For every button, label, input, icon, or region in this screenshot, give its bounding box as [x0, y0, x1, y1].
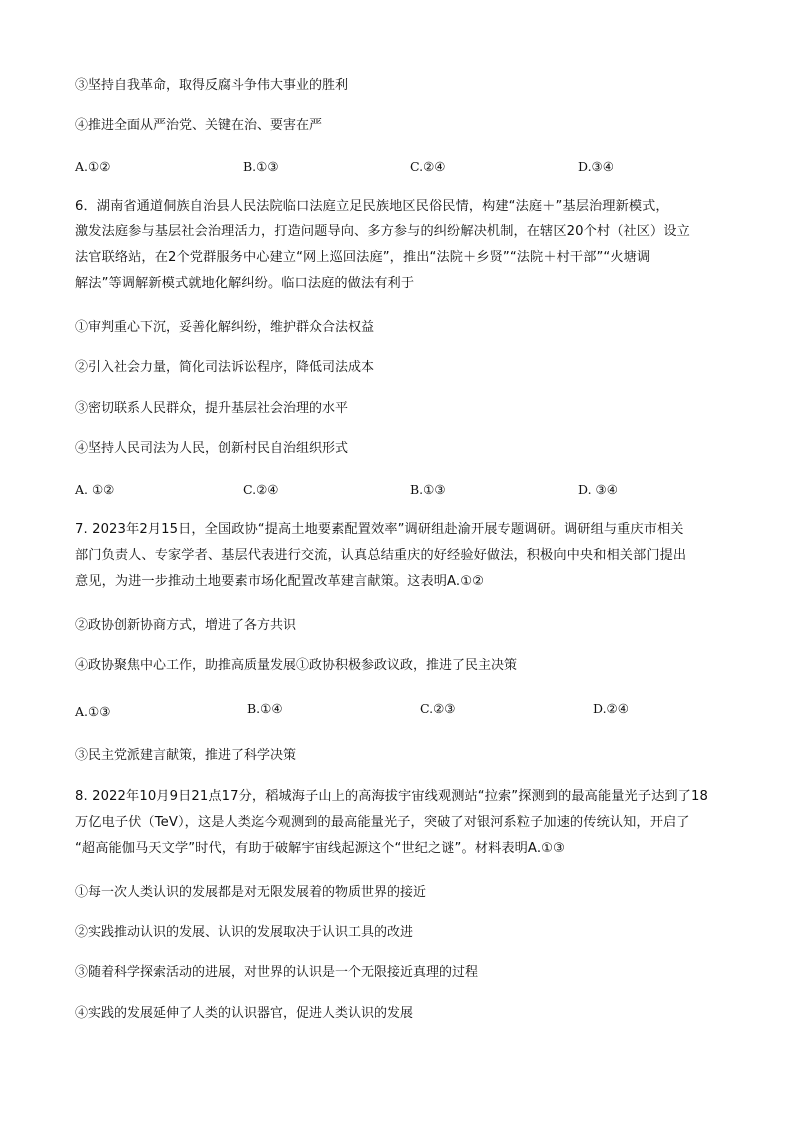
q7-stem-line-2: 部门负责人、专家学者、基层代表进行交流，认真总结重庆的好经验好做法，积极向中央和相关部门提出 — [75, 548, 687, 563]
q8-item-1: ①每一次人类认识的发展都是对无限发展着的物质世界的接近 — [75, 885, 427, 900]
q7-option-a: A.①③ — [75, 704, 111, 719]
q6-stem-line-4: 解法”等调解新模式就地化解纠纷。临口法庭的做法有利于 — [75, 276, 415, 291]
q5-option-b: B.①③ — [243, 159, 279, 174]
q7-stem-line-1: 7. 2023年2月15日，全国政协“提高土地要素配置效率”调研组赴渝开展专题调研。调研组与重庆市相关 — [75, 522, 684, 537]
q7-item-3: ③民主党派建言献策，推进了科学决策 — [75, 748, 297, 763]
q5-option-d: D.③④ — [578, 159, 614, 174]
q6-option-d: D. ③④ — [578, 482, 618, 497]
q6-stem-line-1: 6．湖南省通道侗族自治县人民法院临口法庭立足民族地区民俗民情，构建“法庭＋”基层治理新模式， — [75, 199, 669, 214]
q7-stem-line-3: 意见，为进一步推动土地要素市场化配置改革建言献策。这表明A.①② — [75, 574, 485, 589]
q5-item-3: ③坚持自我革命，取得反腐斗争伟大事业的胜利 — [75, 78, 349, 93]
q8-stem-line-2: 万亿电子伏（TeV），这是人类迄今观测到的最高能量光子，突破了对银河系粒子加速的传统认知，开启了 — [75, 815, 690, 830]
q6-item-1: ①审判重心下沉，妥善化解纠纷，维护群众合法权益 — [75, 320, 375, 335]
q7-option-c: C.②③ — [420, 701, 456, 716]
q6-stem-line-3: 法官联络站，在2个党群服务中心建立“网上巡回法庭”，推出“法院＋乡贤”“法院＋村干部”“火塘调 — [75, 250, 651, 265]
q7-item-4-and-1: ④政协聚焦中心工作，助推高质量发展①政协积极参政议政，推进了民主决策 — [75, 658, 518, 673]
q6-item-3: ③密切联系人民群众，提升基层社会治理的水平 — [75, 401, 349, 416]
q5-option-c: C.②④ — [410, 159, 446, 174]
q7-item-2: ②政协创新协商方式，增进了各方共识 — [75, 618, 297, 633]
q6-item-4: ④坚持人民司法为人民，创新村民自治组织形式 — [75, 441, 349, 456]
q8-stem-line-3: “超高能伽马天文学”时代，有助于破解宇宙线起源这个“世纪之谜”。材料表明A.①③ — [75, 841, 565, 856]
q5-item-4: ④推进全面从严治党、关键在治、要害在严 — [75, 118, 323, 133]
q6-option-c: C.②④ — [243, 482, 279, 497]
q8-stem-line-1: 8. 2022年10月9日21点17分，稻城海子山上的高海拔宇宙线观测站“拉索”探测到的最高能量光子达到了18 — [75, 789, 708, 804]
q8-item-3: ③随着科学探索活动的进展，对世界的认识是一个无限接近真理的过程 — [75, 965, 479, 980]
q6-option-a: A. ①② — [75, 482, 115, 497]
q6-stem-line-2: 激发法庭参与基层社会治理活力，打造问题导向、多方参与的纠纷解决机制，在辖区20个村（社区）设立 — [75, 224, 690, 239]
q8-item-4: ④实践的发展延伸了人类的认识器官，促进人类认识的发展 — [75, 1006, 414, 1021]
q6-item-2: ②引入社会力量，简化司法诉讼程序，降低司法成本 — [75, 360, 375, 375]
q6-option-b: B.①③ — [410, 482, 446, 497]
q8-item-2: ②实践推动认识的发展、认识的发展取决于认识工具的改进 — [75, 925, 414, 940]
q7-option-b: B.①④ — [247, 701, 283, 716]
q5-option-a: A.①② — [75, 159, 111, 174]
q7-option-d: D.②④ — [593, 701, 629, 716]
